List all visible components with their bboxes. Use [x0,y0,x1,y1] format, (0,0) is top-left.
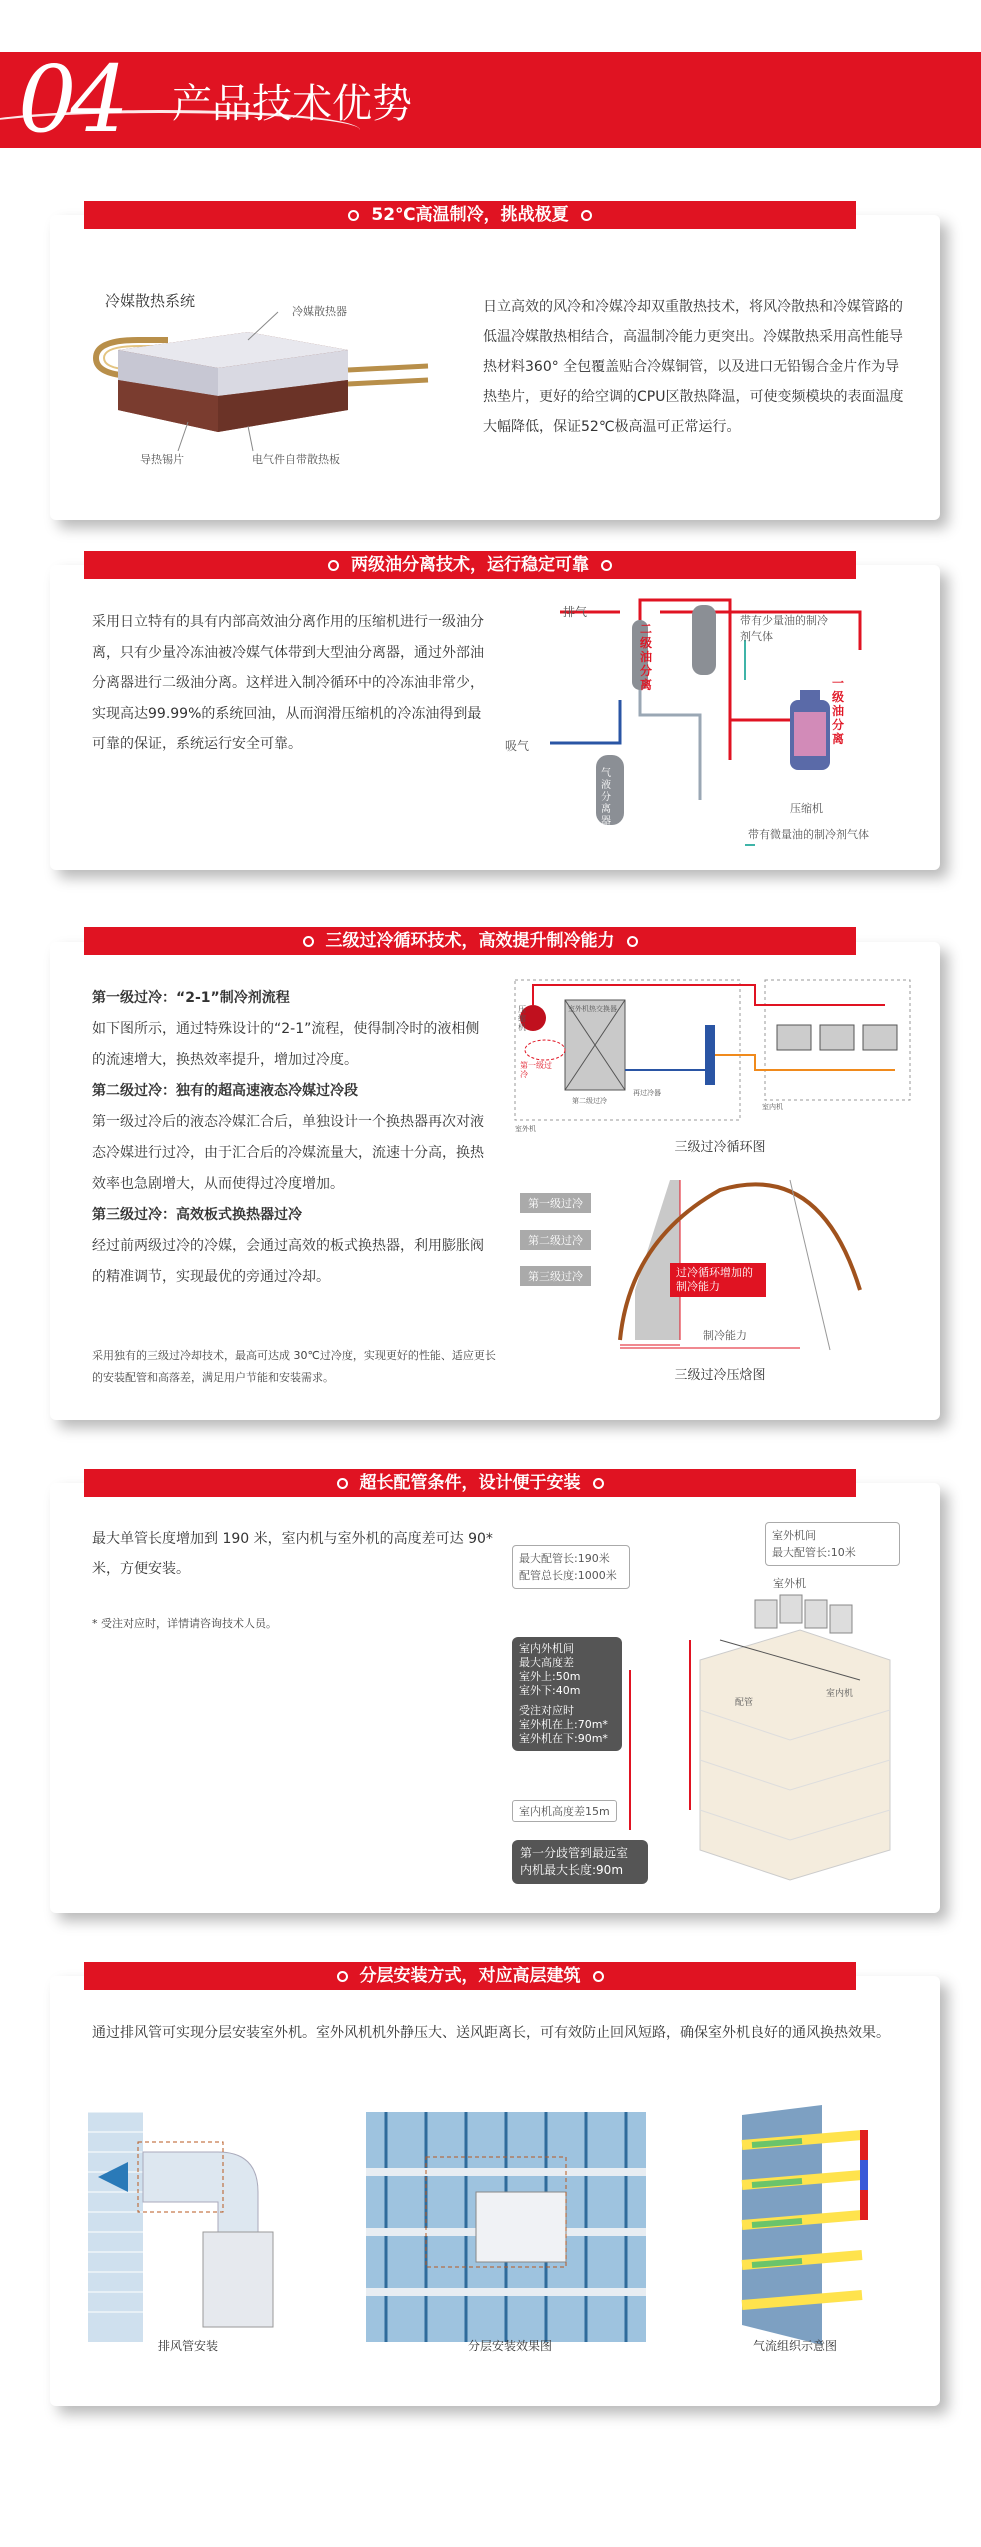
caption-exhaust-duct: 排风管安装 [157,2339,218,2353]
radiator-illustration [78,310,458,470]
label-radiator: 冷媒散热器 [292,305,347,318]
system-title: 冷媒散热系统 [105,292,196,310]
stage1-title: 第一级过冷：“2-1”制冷剂流程 [92,990,290,1006]
caption-cycle: 三级过冷循环图 [674,1140,766,1155]
label-exhaust: 排气 [563,605,588,619]
stage1-text: 如下图所示，通过特殊设计的“2-1”流程，使得制冷时的液相侧的流速增大，换热效率提升，增加过冷度。 [92,1021,480,1068]
label-pipe: 配管 [735,1698,754,1708]
caption-airflow: 气流组织示意图 [752,2339,837,2353]
stage2-text: 第一级过冷后的液态冷媒汇合后，单独设计一个换热器再次对液态冷媒进行过冷，由于汇合后的冷媒流量大，流速十分高，换热效率也急剧增大，从而使得过冷度增加。 [92,1114,484,1192]
label-capacity: 制冷能力 [703,1329,747,1342]
s5-paragraph: 通过排风管可实现分层安装室外机。室外风机机外静压大、送风距离长，可有效防止回风短路，确保室外机良好的通风换热效果。 [92,2025,890,2041]
exhaust-duct-illustration [88,2112,278,2342]
label-suction: 吸气 [505,739,530,753]
note-bottom: 带有微量油的制冷剂气体 [748,828,869,841]
d-third-sub: 再过冷器 [633,1089,661,1097]
label-compressor: 压缩机 [790,802,823,815]
s3-note: 采用独有的三级过冷却技术，最高可达成 30℃过冷度，实现更好的性能、适应更长的安装配管和高落差，满足用户节能和安装需求。 [92,1349,496,1384]
d-outdoor-hx: 室外机热交换器 [568,1005,617,1013]
box-outdoor-between: 室外机间 最大配管长:10米 [765,1522,900,1566]
section-heading-subcooling: 三级过冷循环技术，高效提升制冷能力 [84,927,856,955]
airflow-illustration [712,2105,892,2345]
d-second-sub: 第二级过冷 [572,1097,607,1105]
d-compressor: 压缩机 [518,1005,526,1032]
tag-second: 第二级过冷 [520,1230,591,1250]
banner-number: 04 [18,52,124,148]
s3-text-block [92,983,492,1293]
callout-capacity: 过冷循环增加的制冷能力 [670,1263,766,1297]
box-indoor-height: 室内机高度差15m [512,1800,617,1822]
stage2-title: 第二级过冷：独有的超高速液态冷媒过冷段 [92,1083,358,1099]
d-outdoor-unit: 室外机 [515,1125,536,1133]
label-outdoor: 室外机 [773,1577,806,1590]
section-heading-piping: 超长配管条件，设计便于安装 [84,1469,856,1497]
stage3-title: 第三级过冷：高效板式换热器过冷 [92,1207,302,1223]
label-indoor: 室内机 [826,1689,854,1699]
tag-first: 第一级过冷 [520,1193,591,1213]
subcooling-cycle-diagram [515,980,915,1130]
s4-footnote: * 受注对应时，详情请咨询技术人员。 [92,1617,277,1630]
note-top: 带有少量油的制冷剂气体 [740,614,828,643]
section-heading-layered: 分层安装方式，对应高层建筑 [84,1962,856,1990]
box-max-pipe: 最大配管长:190米 配管总长度:1000米 [512,1545,630,1589]
section-heading-high-temp: 52℃高温制冷，挑战极夏 [84,201,856,229]
label-second-sep: 二级油分离 [640,622,653,692]
s1-paragraph: 日立高效的风冷和冷媒冷却双重散热技术，将风冷散热和冷媒管路的低温冷媒散热相结合，高温制冷能力更突出。冷媒散热采用高性能导热材料360° 全包覆盖贴合冷媒铜管，以及进口无铅锡合金片作为导热垫片，更好的给空调的CPU区散热降温，可使变频模块的表面温度大幅降低，保证52℃极高温可正常运行。 [483,299,904,435]
caption-layered-install: 分层安装效果图 [467,2339,552,2353]
s2-paragraph: 采用日立特有的具有内部高效油分离作用的压缩机进行一级油分离，只有少量冷冻油被冷媒气体带到大型油分离器，通过外部油分离器进行二级油分离。这样进入制冷循环中的冷冻油非常少，实现高达99.99%的系统回油，从而润滑压缩机的冷冻油得到最可靠的保证，系统运行安全可靠。 [92,614,484,752]
caption-enthalpy: 三级过冷压焓图 [674,1368,766,1383]
box-branch-length: 第一分歧管到最远室 内机最大长度:90m [512,1840,648,1884]
banner-title: 产品技术优势 [172,81,412,127]
label-first-sep: 一级油分离 [832,676,845,746]
d-indoor-unit: 室内机 [762,1103,783,1111]
building-piping-diagram [660,1580,920,1880]
tag-third: 第三级过冷 [520,1266,591,1286]
stage3-text: 经过前两级过冷的冷媒，会通过高效的板式换热器，利用膨胀阀的精准调节，实现最优的旁通过冷却。 [92,1238,484,1285]
label-board: 电气件自带散热板 [252,453,340,466]
s4-paragraph: 最大单管长度增加到 190 米，室内机与室外机的高度差可达 90* 米，方便安装。 [92,1531,493,1577]
section-banner [0,52,981,148]
label-gas-liquid-separator: 气液分离器 [601,768,611,827]
d-first-sub: 第一级过冷 [520,1061,552,1079]
label-oil-separator: 油分离器 [674,632,684,679]
box-height-diff: 室内外机间 最大高度差 室外上:50m 室外下:40m 受注对应时 室外机在上:70m* 室外机在下:90m* [512,1637,622,1751]
section-heading-oil-separation: 两级油分离技术，运行稳定可靠 [84,551,856,579]
layered-install-illustration [366,2112,646,2342]
label-tin: 导热锡片 [140,453,184,466]
